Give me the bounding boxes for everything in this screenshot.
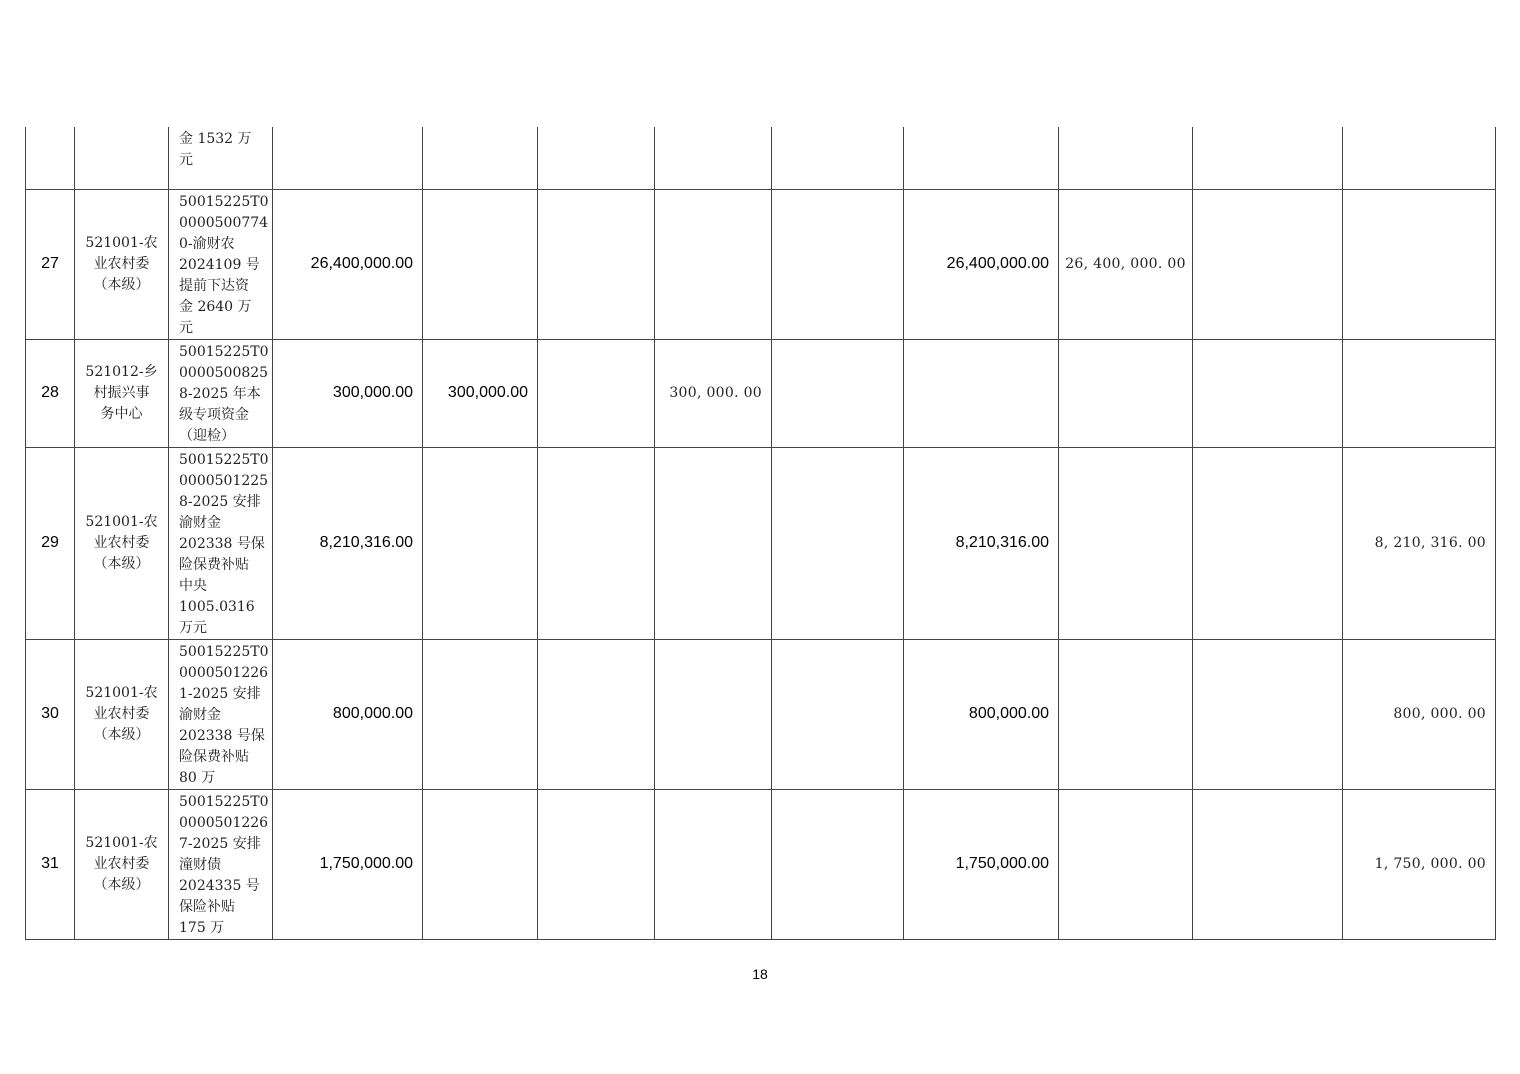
- amount-cell: [655, 639, 772, 789]
- amount-cell: [538, 789, 655, 939]
- amount-cell: 1, 750, 000. 00: [1343, 789, 1496, 939]
- page-number: 18: [752, 966, 768, 982]
- amount-cell: [1343, 189, 1496, 339]
- index-cell: 29: [26, 447, 75, 639]
- amount-cell: 8,210,316.00: [904, 447, 1059, 639]
- amount-cell: [423, 639, 538, 789]
- table-row: [26, 189, 1496, 339]
- index-cell: 30: [26, 639, 75, 789]
- unit-cell: 521012-乡 村振兴事 务中心: [75, 339, 169, 447]
- index-cell: 31: [26, 789, 75, 939]
- amount-cell: [423, 789, 538, 939]
- amount-cell: [1193, 339, 1343, 447]
- amount-cell: 8, 210, 316. 00: [1343, 447, 1496, 639]
- amount-cell: 1,750,000.00: [904, 789, 1059, 939]
- amount-cell: 800,000.00: [273, 639, 423, 789]
- project-cell: 50015225T0 0000501225 8-2025 安排 渝财金 202338 号保 险保费补贴 中央 1005.0316 万元: [169, 447, 273, 639]
- unit-cell: 521001-农 业农村委 （本级）: [75, 447, 169, 639]
- table-row: [26, 639, 1496, 789]
- project-cell: 50015225T0 0000501226 1-2025 安排 渝财金 202338 号保 险保费补贴 80 万: [169, 639, 273, 789]
- amount-cell: 300, 000. 00: [655, 339, 772, 447]
- amount-cell: [772, 189, 904, 339]
- table-row: [26, 339, 1496, 447]
- amount-cell: [1193, 189, 1343, 339]
- amount-cell: [538, 189, 655, 339]
- amount-cell: 800,000.00: [904, 639, 1059, 789]
- project-cell: 金 1532 万 元: [169, 127, 273, 189]
- project-cell: 50015225T0 0000500825 8-2025 年本 级专项资金 （迎检）: [169, 339, 273, 447]
- budget-table: [25, 127, 1496, 940]
- unit-cell: 521001-农 业农村委 （本级）: [75, 639, 169, 789]
- project-cell: 50015225T0 0000501226 7-2025 安排 潼财债 2024335 号 保险补贴 175 万: [169, 789, 273, 939]
- amount-cell: 26, 400, 000. 00: [1059, 189, 1193, 339]
- amount-cell: 26,400,000.00: [904, 189, 1059, 339]
- amount-cell: [772, 639, 904, 789]
- amount-cell: [772, 789, 904, 939]
- amount-cell: [1193, 447, 1343, 639]
- amount-cell: [772, 447, 904, 639]
- amount-cell: [655, 789, 772, 939]
- amount-cell: 1,750,000.00: [273, 789, 423, 939]
- amount-cell: [655, 189, 772, 339]
- amount-cell: [904, 339, 1059, 447]
- amount-cell: [1059, 339, 1193, 447]
- amount-cell: 300,000.00: [273, 339, 423, 447]
- amount-cell: [1059, 639, 1193, 789]
- amount-cell: 300,000.00: [423, 339, 538, 447]
- amount-cell: [423, 189, 538, 339]
- amount-cell: 26,400,000.00: [273, 189, 423, 339]
- amount-cell: [538, 447, 655, 639]
- amount-cell: [1059, 789, 1193, 939]
- index-cell: 28: [26, 339, 75, 447]
- table-row: [26, 789, 1496, 939]
- amount-cell: 8,210,316.00: [273, 447, 423, 639]
- amount-cell: [1193, 789, 1343, 939]
- amount-cell: [538, 639, 655, 789]
- amount-cell: [538, 339, 655, 447]
- amount-cell: [1193, 639, 1343, 789]
- unit-cell: 521001-农 业农村委 （本级）: [75, 189, 169, 339]
- amount-cell: 800, 000. 00: [1343, 639, 1496, 789]
- project-cell: 50015225T0 0000500774 0-渝财农 2024109 号 提前下达资 金 2640 万 元: [169, 189, 273, 339]
- amount-cell: [1059, 447, 1193, 639]
- unit-cell: 521001-农 业农村委 （本级）: [75, 789, 169, 939]
- unit-cell: [75, 127, 169, 189]
- table-row: [26, 447, 1496, 639]
- table-row-continued: [26, 127, 1496, 189]
- amount-cell: [772, 339, 904, 447]
- amount-cell: [423, 447, 538, 639]
- index-cell: [26, 127, 75, 189]
- index-cell: 27: [26, 189, 75, 339]
- amount-cell: [1343, 339, 1496, 447]
- amount-cell: [655, 447, 772, 639]
